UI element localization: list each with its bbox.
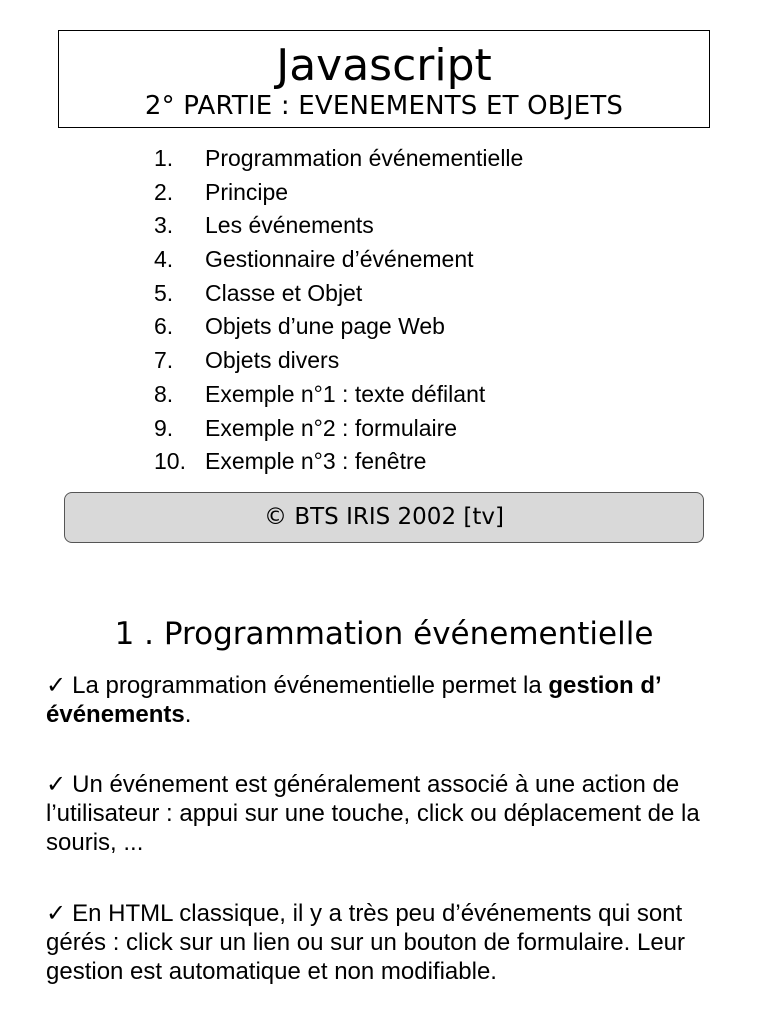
paragraph-1-emphasis: gestion d’ événements <box>46 672 661 728</box>
toc-item-label: Exemple n°2 : formulaire <box>205 414 458 441</box>
paragraph-2 <box>46 770 736 857</box>
toc-item-label: Programmation événementielle <box>205 145 524 171</box>
paragraph-1-text: La programmation événementielle permet la <box>72 672 542 699</box>
toc-item-number: 6. <box>154 313 174 340</box>
paragraph-2-text: Un événement est généralement associé à une action de l’utilisateur : appui sur une touche, click ou déplacement de la souris, ... <box>46 771 700 856</box>
toc-item <box>154 344 523 378</box>
toc-item <box>154 176 523 210</box>
toc-item-label: Exemple n°1 : texte défilant <box>205 380 486 407</box>
toc-item-number: 1. <box>154 145 174 171</box>
toc-item <box>154 209 523 243</box>
page-subtitle: 2° PARTIE : EVENEMENTS ET OBJETS <box>144 91 624 121</box>
toc-item-number: 9. <box>154 414 174 441</box>
toc-item-label: Exemple n°3 : fenêtre <box>205 448 427 475</box>
copyright-banner: © BTS IRIS 2002 [tv] <box>64 492 704 543</box>
table-of-contents <box>154 142 523 479</box>
toc-item <box>154 445 523 479</box>
toc-item <box>154 142 523 176</box>
toc-item-label: Principe <box>205 178 289 205</box>
toc-item-label: Classe et Objet <box>205 279 363 306</box>
toc-item-label: Gestionnaire d’événement <box>205 246 474 273</box>
toc-item <box>154 310 523 344</box>
toc-item-number: 8. <box>154 380 174 407</box>
toc-item-number: 5. <box>154 279 174 306</box>
toc-item <box>154 277 523 311</box>
section-title: 1 . Programmation événementielle <box>114 616 654 652</box>
checkmark-icon: ✓ <box>46 771 67 798</box>
toc-item <box>154 378 523 412</box>
toc-item-label: Objets d’une page Web <box>205 313 445 340</box>
paragraph-1-end: . <box>184 701 192 728</box>
toc-item-number: 7. <box>154 347 174 374</box>
toc-item <box>154 412 523 446</box>
toc-item-number: 4. <box>154 246 174 273</box>
title-box <box>58 30 710 128</box>
paragraph-3 <box>46 899 736 986</box>
paragraph-3-text: En HTML classique, il y a très peu d’événements qui sont gérés : click sur un lien ou sur un bouton de formulaire. Leur gestion est automatique et non modifiable. <box>46 900 686 985</box>
toc-item-number: 10. <box>154 448 186 475</box>
checkmark-icon: ✓ <box>46 900 67 927</box>
toc-item-label: Les événements <box>205 212 374 239</box>
checkmark-icon: ✓ <box>46 672 67 699</box>
toc-item-number: 2. <box>154 178 174 205</box>
paragraph-1 <box>46 671 736 729</box>
page-title: Javascript <box>276 40 492 91</box>
toc-item-number: 3. <box>154 212 174 239</box>
toc-item <box>154 243 523 277</box>
toc-item-label: Objets divers <box>205 347 340 374</box>
